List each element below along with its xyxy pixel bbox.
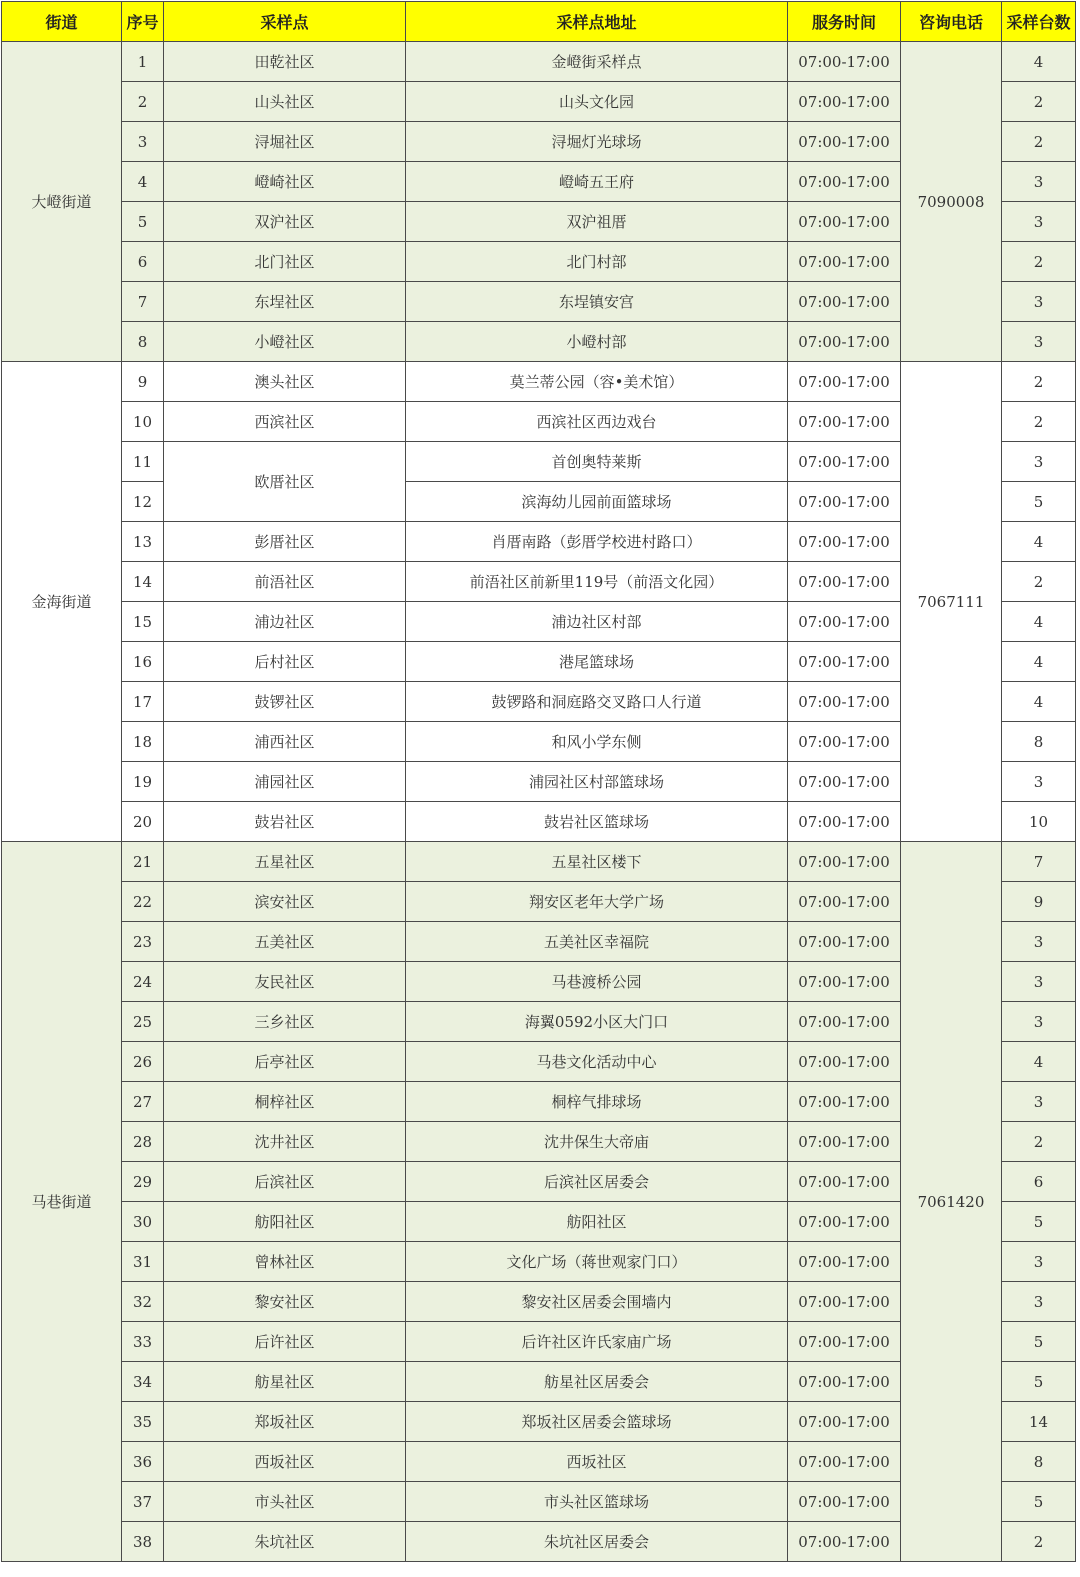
station-count-cell: 8: [1002, 1442, 1076, 1482]
service-time-cell: 07:00-17:00: [788, 402, 901, 442]
community-cell: 山头社区: [164, 82, 406, 122]
header-phone: 咨询电话: [901, 2, 1002, 42]
service-time-cell: 07:00-17:00: [788, 802, 901, 842]
row-number-cell: 31: [122, 1242, 164, 1282]
service-time-cell: 07:00-17:00: [788, 562, 901, 602]
community-cell: 黎安社区: [164, 1282, 406, 1322]
service-time-cell: 07:00-17:00: [788, 1202, 901, 1242]
station-count-cell: 4: [1002, 42, 1076, 82]
address-cell: 小嶝村部: [406, 322, 788, 362]
address-cell: 嶝崎五王府: [406, 162, 788, 202]
row-number-cell: 5: [122, 202, 164, 242]
station-count-cell: 4: [1002, 522, 1076, 562]
community-cell: 市头社区: [164, 1482, 406, 1522]
address-cell: 滨海幼儿园前面篮球场: [406, 482, 788, 522]
station-count-cell: 3: [1002, 962, 1076, 1002]
address-cell: 五美社区幸福院: [406, 922, 788, 962]
address-cell: 黎安社区居委会围墙内: [406, 1282, 788, 1322]
row-number-cell: 8: [122, 322, 164, 362]
service-time-cell: 07:00-17:00: [788, 1002, 901, 1042]
community-cell: 浦西社区: [164, 722, 406, 762]
address-cell: 和风小学东侧: [406, 722, 788, 762]
address-cell: 前浯社区前新里119号（前浯文化园）: [406, 562, 788, 602]
service-time-cell: 07:00-17:00: [788, 1122, 901, 1162]
service-time-cell: 07:00-17:00: [788, 242, 901, 282]
community-cell: 浔堀社区: [164, 122, 406, 162]
community-cell: 田乾社区: [164, 42, 406, 82]
address-cell: 海翼0592小区大门口: [406, 1002, 788, 1042]
address-cell: 西滨社区西边戏台: [406, 402, 788, 442]
service-time-cell: 07:00-17:00: [788, 362, 901, 402]
service-time-cell: 07:00-17:00: [788, 162, 901, 202]
address-cell: 山头文化园: [406, 82, 788, 122]
header-address: 采样点地址: [406, 2, 788, 42]
address-cell: 浔堀灯光球场: [406, 122, 788, 162]
community-cell: 前浯社区: [164, 562, 406, 602]
row-number-cell: 21: [122, 842, 164, 882]
service-time-cell: 07:00-17:00: [788, 1442, 901, 1482]
row-number-cell: 6: [122, 242, 164, 282]
header-row: [2, 2, 1076, 42]
station-count-cell: 6: [1002, 1162, 1076, 1202]
station-count-cell: 2: [1002, 1122, 1076, 1162]
service-time-cell: 07:00-17:00: [788, 202, 901, 242]
phone-cell: 7067111: [901, 362, 1002, 842]
station-count-cell: 5: [1002, 1482, 1076, 1522]
service-time-cell: 07:00-17:00: [788, 642, 901, 682]
community-cell: 朱坑社区: [164, 1522, 406, 1562]
station-count-cell: 3: [1002, 1082, 1076, 1122]
row-number-cell: 2: [122, 82, 164, 122]
community-cell: 彭厝社区: [164, 522, 406, 562]
row-number-cell: 4: [122, 162, 164, 202]
row-number-cell: 3: [122, 122, 164, 162]
community-cell: 郑坂社区: [164, 1402, 406, 1442]
row-number-cell: 23: [122, 922, 164, 962]
community-cell: 澳头社区: [164, 362, 406, 402]
address-cell: 桐梓气排球场: [406, 1082, 788, 1122]
community-cell: 后滨社区: [164, 1162, 406, 1202]
service-time-cell: 07:00-17:00: [788, 1162, 901, 1202]
service-time-cell: 07:00-17:00: [788, 682, 901, 722]
row-number-cell: 33: [122, 1322, 164, 1362]
row-number-cell: 25: [122, 1002, 164, 1042]
address-cell: 舫星社区居委会: [406, 1362, 788, 1402]
address-cell: 文化广场（蒋世观家门口）: [406, 1242, 788, 1282]
service-time-cell: 07:00-17:00: [788, 602, 901, 642]
row-number-cell: 14: [122, 562, 164, 602]
row-number-cell: 16: [122, 642, 164, 682]
header-service-time: 服务时间: [788, 2, 901, 42]
station-count-cell: 3: [1002, 442, 1076, 482]
row-number-cell: 11: [122, 442, 164, 482]
address-cell: 马巷渡桥公园: [406, 962, 788, 1002]
community-cell: 双沪社区: [164, 202, 406, 242]
sampling-sites-table: [1, 1, 1076, 1562]
table-body: [2, 42, 1076, 1562]
service-time-cell: 07:00-17:00: [788, 82, 901, 122]
community-cell: 鼓岩社区: [164, 802, 406, 842]
station-count-cell: 3: [1002, 1282, 1076, 1322]
community-cell: 西滨社区: [164, 402, 406, 442]
address-cell: 首创奥特莱斯: [406, 442, 788, 482]
service-time-cell: 07:00-17:00: [788, 722, 901, 762]
row-number-cell: 24: [122, 962, 164, 1002]
address-cell: 浦边社区村部: [406, 602, 788, 642]
row-number-cell: 29: [122, 1162, 164, 1202]
station-count-cell: 3: [1002, 322, 1076, 362]
community-cell: 舫星社区: [164, 1362, 406, 1402]
service-time-cell: 07:00-17:00: [788, 442, 901, 482]
community-cell: 东埕社区: [164, 282, 406, 322]
header-number: 序号: [122, 2, 164, 42]
street-cell: 大嶝街道: [2, 42, 122, 362]
row-number-cell: 26: [122, 1042, 164, 1082]
station-count-cell: 10: [1002, 802, 1076, 842]
community-cell: 北门社区: [164, 242, 406, 282]
community-cell: 友民社区: [164, 962, 406, 1002]
service-time-cell: 07:00-17:00: [788, 1082, 901, 1122]
station-count-cell: 3: [1002, 1002, 1076, 1042]
table-row: [2, 362, 1076, 402]
service-time-cell: 07:00-17:00: [788, 1362, 901, 1402]
community-cell: 桐梓社区: [164, 1082, 406, 1122]
address-cell: 五星社区楼下: [406, 842, 788, 882]
service-time-cell: 07:00-17:00: [788, 1482, 901, 1522]
station-count-cell: 3: [1002, 762, 1076, 802]
service-time-cell: 07:00-17:00: [788, 1242, 901, 1282]
address-cell: 北门村部: [406, 242, 788, 282]
community-cell: 西坂社区: [164, 1442, 406, 1482]
row-number-cell: 35: [122, 1402, 164, 1442]
address-cell: 莫兰蒂公园（容•美术馆）: [406, 362, 788, 402]
service-time-cell: 07:00-17:00: [788, 42, 901, 82]
row-number-cell: 37: [122, 1482, 164, 1522]
street-cell: 金海街道: [2, 362, 122, 842]
station-count-cell: 9: [1002, 882, 1076, 922]
station-count-cell: 14: [1002, 1402, 1076, 1442]
address-cell: 双沪祖厝: [406, 202, 788, 242]
community-cell: 三乡社区: [164, 1002, 406, 1042]
row-number-cell: 10: [122, 402, 164, 442]
community-cell: 嶝崎社区: [164, 162, 406, 202]
station-count-cell: 4: [1002, 1042, 1076, 1082]
station-count-cell: 7: [1002, 842, 1076, 882]
service-time-cell: 07:00-17:00: [788, 962, 901, 1002]
station-count-cell: 2: [1002, 122, 1076, 162]
row-number-cell: 32: [122, 1282, 164, 1322]
phone-cell: 7090008: [901, 42, 1002, 362]
service-time-cell: 07:00-17:00: [788, 762, 901, 802]
address-cell: 港尾篮球场: [406, 642, 788, 682]
address-cell: 肖厝南路（彭厝学校进村路口）: [406, 522, 788, 562]
address-cell: 后许社区许氏家庙广场: [406, 1322, 788, 1362]
station-count-cell: 2: [1002, 1522, 1076, 1562]
service-time-cell: 07:00-17:00: [788, 1522, 901, 1562]
street-cell: 马巷街道: [2, 842, 122, 1562]
row-number-cell: 19: [122, 762, 164, 802]
station-count-cell: 2: [1002, 82, 1076, 122]
community-cell: 鼓锣社区: [164, 682, 406, 722]
address-cell: 后滨社区居委会: [406, 1162, 788, 1202]
address-cell: 金嶝街采样点: [406, 42, 788, 82]
station-count-cell: 5: [1002, 1322, 1076, 1362]
address-cell: 东埕镇安宫: [406, 282, 788, 322]
row-number-cell: 7: [122, 282, 164, 322]
service-time-cell: 07:00-17:00: [788, 482, 901, 522]
row-number-cell: 36: [122, 1442, 164, 1482]
community-cell: 曾林社区: [164, 1242, 406, 1282]
row-number-cell: 9: [122, 362, 164, 402]
row-number-cell: 12: [122, 482, 164, 522]
community-cell: 小嶝社区: [164, 322, 406, 362]
community-cell: 沈井社区: [164, 1122, 406, 1162]
station-count-cell: 8: [1002, 722, 1076, 762]
community-cell: 欧厝社区: [164, 442, 406, 522]
station-count-cell: 2: [1002, 402, 1076, 442]
community-cell: 五美社区: [164, 922, 406, 962]
station-count-cell: 3: [1002, 922, 1076, 962]
station-count-cell: 4: [1002, 682, 1076, 722]
station-count-cell: 4: [1002, 602, 1076, 642]
phone-cell: 7061420: [901, 842, 1002, 1562]
service-time-cell: 07:00-17:00: [788, 122, 901, 162]
service-time-cell: 07:00-17:00: [788, 922, 901, 962]
row-number-cell: 13: [122, 522, 164, 562]
table-row: [2, 842, 1076, 882]
station-count-cell: 5: [1002, 1202, 1076, 1242]
community-cell: 浦边社区: [164, 602, 406, 642]
address-cell: 浦园社区村部篮球场: [406, 762, 788, 802]
address-cell: 马巷文化活动中心: [406, 1042, 788, 1082]
community-cell: 滨安社区: [164, 882, 406, 922]
row-number-cell: 20: [122, 802, 164, 842]
address-cell: 市头社区篮球场: [406, 1482, 788, 1522]
row-number-cell: 34: [122, 1362, 164, 1402]
community-cell: 五星社区: [164, 842, 406, 882]
row-number-cell: 27: [122, 1082, 164, 1122]
station-count-cell: 3: [1002, 1242, 1076, 1282]
header-station-count: 采样台数: [1002, 2, 1076, 42]
service-time-cell: 07:00-17:00: [788, 522, 901, 562]
community-cell: 后村社区: [164, 642, 406, 682]
row-number-cell: 30: [122, 1202, 164, 1242]
station-count-cell: 5: [1002, 1362, 1076, 1402]
row-number-cell: 38: [122, 1522, 164, 1562]
station-count-cell: 4: [1002, 642, 1076, 682]
row-number-cell: 22: [122, 882, 164, 922]
station-count-cell: 5: [1002, 482, 1076, 522]
community-cell: 舫阳社区: [164, 1202, 406, 1242]
service-time-cell: 07:00-17:00: [788, 1402, 901, 1442]
header-site: 采样点: [164, 2, 406, 42]
station-count-cell: 2: [1002, 362, 1076, 402]
service-time-cell: 07:00-17:00: [788, 1042, 901, 1082]
community-cell: 后许社区: [164, 1322, 406, 1362]
station-count-cell: 3: [1002, 162, 1076, 202]
station-count-cell: 2: [1002, 562, 1076, 602]
station-count-cell: 2: [1002, 242, 1076, 282]
service-time-cell: 07:00-17:00: [788, 1282, 901, 1322]
address-cell: 翔安区老年大学广场: [406, 882, 788, 922]
address-cell: 郑坂社区居委会篮球场: [406, 1402, 788, 1442]
address-cell: 朱坑社区居委会: [406, 1522, 788, 1562]
station-count-cell: 3: [1002, 282, 1076, 322]
service-time-cell: 07:00-17:00: [788, 282, 901, 322]
community-cell: 浦园社区: [164, 762, 406, 802]
address-cell: 鼓锣路和洞庭路交叉路口人行道: [406, 682, 788, 722]
service-time-cell: 07:00-17:00: [788, 1322, 901, 1362]
address-cell: 沈井保生大帝庙: [406, 1122, 788, 1162]
service-time-cell: 07:00-17:00: [788, 322, 901, 362]
address-cell: 舫阳社区: [406, 1202, 788, 1242]
community-cell: 后亭社区: [164, 1042, 406, 1082]
service-time-cell: 07:00-17:00: [788, 842, 901, 882]
row-number-cell: 18: [122, 722, 164, 762]
table-row: [2, 42, 1076, 82]
service-time-cell: 07:00-17:00: [788, 882, 901, 922]
address-cell: 西坂社区: [406, 1442, 788, 1482]
station-count-cell: 3: [1002, 202, 1076, 242]
row-number-cell: 28: [122, 1122, 164, 1162]
row-number-cell: 15: [122, 602, 164, 642]
address-cell: 鼓岩社区篮球场: [406, 802, 788, 842]
row-number-cell: 1: [122, 42, 164, 82]
row-number-cell: 17: [122, 682, 164, 722]
header-street: 街道: [2, 2, 122, 42]
